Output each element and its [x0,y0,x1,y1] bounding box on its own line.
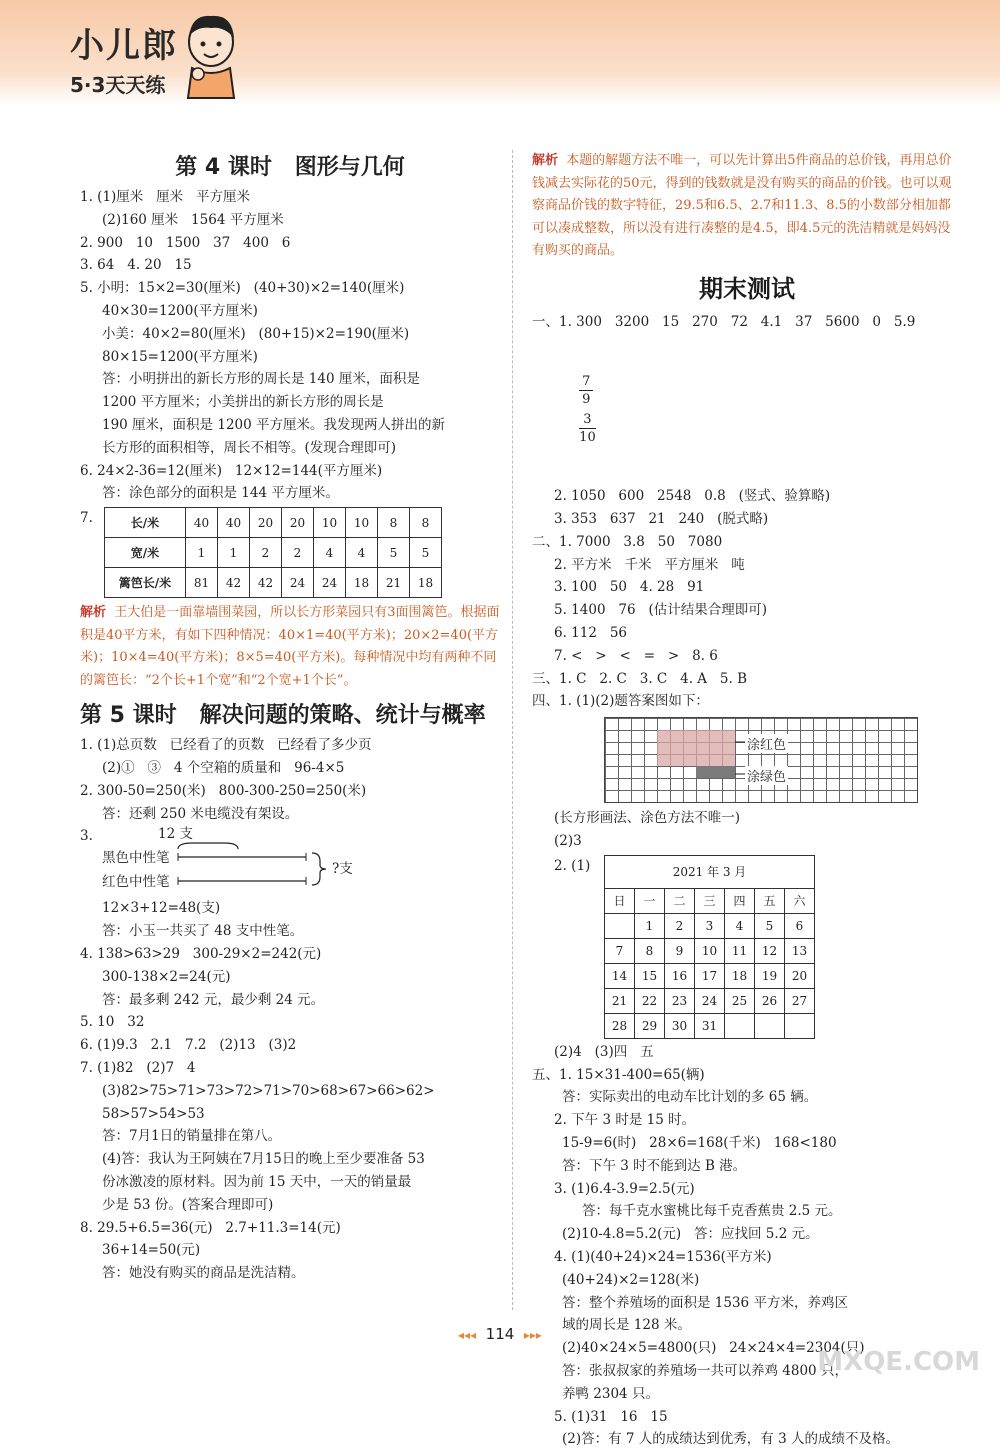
table-cell: 18 [346,568,378,598]
table-cell: 40 [186,508,218,538]
date-cell: 14 [605,963,635,988]
date-cell: 3 [695,913,725,938]
page-footer [0,1325,1000,1343]
analysis-note [532,150,962,263]
answer-line: (4)答：我认为王阿姨在7月15日的晚上至少要准备 53 [102,1151,425,1168]
date-cell: 10 [695,938,725,963]
table-cell: 10 [346,508,378,538]
diagram-question-label: ?支 [332,861,353,878]
answer-line: (2)160 厘米 1564 平方厘米 [102,211,284,228]
answer-line: 7. (1)82 (2)7 4 [80,1059,196,1076]
answer-line: 2. 900 10 1500 37 400 6 [80,234,291,251]
answer-line: 5. 1400 76 (估计结果合理即可) [554,602,767,619]
answer-line: 2. 下午 3 时是 15 时。 [554,1112,696,1129]
answer-line: 5. 10 32 [80,1014,145,1031]
left-column [80,150,500,1285]
table-cell: 4 [346,538,378,568]
table-cell: 5 [410,538,442,568]
table-cell: 20 [282,508,314,538]
table-cell: 42 [218,568,250,598]
date-cell: 23 [665,988,695,1013]
calendar-table [604,855,815,1039]
date-cell: 2 [665,913,695,938]
date-cell: 21 [605,988,635,1013]
answer-line: 15-9=6(时) 28×6=168(千米) 168<180 [562,1135,837,1152]
answer-line: 190 厘米，面积是 1200 平方厘米。我发现两人拼出的新 [102,416,445,433]
answer-line: 养鸭 2304 只。 [562,1385,659,1402]
calendar-block [532,855,962,1039]
page-number: 114 [485,1325,515,1343]
table-cell: 42 [250,568,282,598]
q3-number: 3. [80,828,93,845]
answer-line: 2. 300-50=250(米) 800-300-250=250(米) [80,782,367,799]
brand-series: 5·3天天练 [70,73,166,97]
answer-line: 3. 100 50 4. 28 91 [554,579,705,596]
date-cell: 17 [695,963,725,988]
table-cell: 1 [186,538,218,568]
date-cell: 26 [755,988,785,1013]
answer-line: (2)10-4.8=5.2(元) 答：应找回 5.2 元。 [562,1226,819,1243]
table-cell: 5 [378,538,410,568]
numerator: 3 [579,411,596,429]
table-header-cell: 宽/米 [105,538,186,568]
answer-line: (长方形画法、涂色方法不唯一) [554,810,741,827]
answer-line: 6. 112 56 [554,625,627,642]
left-arrows-icon: ◂◂◂ [458,1328,477,1342]
weekday-cell: 六 [785,888,815,913]
date-cell: 27 [785,988,815,1013]
analysis-text: 王大伯是一面靠墙围菜园，所以长方形菜园只有3面围篱笆。根据面积是40平方米，有如下四种情况：40×1=40(平方米)；20×2=40(平方米)；10×4=40(平方米)；8×5=40(平方米)。每种情况中均有两种不同的篱笆长：“2个长+1个宽”和“2个宽+1个长”。 [80,605,500,688]
denominator: 9 [582,392,591,408]
table-cell: 20 [250,508,282,538]
answer-line: 答：整个养殖场的面积是 1536 平方米，养鸡区 [562,1294,848,1311]
segment-diagram-icon [176,839,336,895]
date-cell: 25 [725,988,755,1013]
table-cell: 24 [314,568,346,598]
answer-line: 答：还剩 250 米电缆没有架设。 [102,805,299,822]
calendar-header-row [605,888,815,913]
analysis-text: 本题的解题方法不唯一，可以先计算出5件商品的总价钱，再用总价钱减去实际花的50元，得到的钱数就是没有购买的商品的价钱。也可以观察商品价钱的数字特征，29.5和6.5、2.7和11.3、8.5的小数部分相加都可以凑成整数，所以没有进行凑整的是4.5，即4.5元的洗洁精就是妈妈没有购买的商品。 [532,153,952,258]
table-cell: 8 [378,508,410,538]
calendar-row [605,913,815,938]
answer-line: 答：每千克水蜜桃比每千克香蕉贵 2.5 元。 [582,1203,842,1220]
weekday-cell: 三 [695,888,725,913]
answer-line: 1200 平方厘米；小美拼出的新长方形的周长是 [102,394,384,411]
analysis-label: 解析 [80,605,107,621]
date-cell: 7 [605,938,635,963]
answer-line: 1. (1)总页数 已经看了的页数 已经看了多少页 [80,737,372,754]
diagram-top-label: 12 支 [158,826,193,843]
right-arrows-icon: ▸▸▸ [523,1328,542,1342]
answer-line: 答：小明拼出的新长方形的周长是 140 厘米，面积是 [102,371,420,388]
date-cell: 20 [785,963,815,988]
fraction [579,411,596,446]
weekday-cell: 一 [635,888,665,913]
answer-line: 2. 1050 600 2548 0.8 (竖式、验算略) [554,488,831,505]
answer-line: 答：最多剩 242 元，最少剩 24 元。 [102,991,325,1008]
calendar-row [605,988,815,1013]
table-cell: 18 [410,568,442,598]
answer-line: 二、1. 7000 3.8 50 7080 [532,533,723,550]
answer-line: (2)3 [554,833,582,850]
answer-line: (2)40×24×5=4800(只) 24×24×4=2304(只) [562,1340,865,1357]
answer-line: 答：7月1日的销量排在第八。 [102,1128,282,1145]
table-cell: 81 [186,568,218,598]
q7-block [80,507,500,598]
green-label: 涂绿色 [745,766,788,785]
answer-line: 4. (1)(40+24)×24=1536(平方米) [554,1249,772,1266]
answer-line: 一、1. 300 3200 15 270 72 4.1 37 5600 0 5.9 [532,313,916,330]
table-header-cell: 长/米 [105,508,186,538]
answer-line: 7. < > < = > 8. 6 [554,647,718,664]
column-divider [512,150,513,1310]
table-row [105,508,442,538]
answer-line: 6. 24×2-36=12(厘米) 12×12=144(平方厘米) [80,462,383,479]
table-cell: 10 [314,508,346,538]
answer-line: 答：涂色部分的面积是 144 平方厘米。 [102,485,339,502]
answer-line: 三、1. C 2. C 3. C 4. A 5. B [532,670,748,687]
fraction [579,373,593,408]
answer-line: 答：下午 3 时不能到达 B 港。 [562,1157,747,1174]
answer-line: 12×3+12=48(支) [102,900,221,917]
date-cell [755,1013,785,1038]
date-cell: 13 [785,938,815,963]
answer-line: 五、1. 15×31-400=65(辆) [532,1066,705,1083]
brand-name: 小儿郎 [70,26,178,66]
date-cell: 16 [665,963,695,988]
lesson4-title: 第 4 课时 图形与几何 [175,155,405,180]
brand-logo [70,18,178,98]
black-pen-label: 黑色中性笔 [102,850,170,867]
date-cell: 30 [665,1013,695,1038]
answer-line: 答：张叔叔家的养殖场一共可以养鸡 4800 只， [562,1363,848,1380]
calendar-row [605,938,815,963]
answer-line: 5. (1)31 16 15 [554,1408,668,1425]
answer-line: 答：小玉一共买了 48 支中性笔。 [102,923,304,940]
answer-line: 长方形的面积相等，周长不相等。(发现合理即可) [102,439,397,456]
answer-line: 2. (1) [554,857,591,874]
table-cell: 24 [282,568,314,598]
table-row [105,538,442,568]
date-cell: 1 [635,913,665,938]
answer-line: 3. 64 4. 20 15 [80,257,192,274]
answer-line: 2. 平方米 千米 平方厘米 吨 [554,556,745,573]
date-cell: 24 [695,988,725,1013]
answer-line: 3. 353 637 21 240 (脱式略) [554,511,769,528]
answer-line: 1. (1)厘米 厘米 平方厘米 [80,189,251,205]
answer-line: 四、1. (1)(2)题答案图如下： [532,693,709,710]
mascot-boy-icon [180,8,242,100]
answer-line: 5. 小明：15×2=30(厘米) (40+30)×2=140(厘米) [80,280,405,297]
answer-line: (2)答：有 7 人的成绩达到优秀，有 3 人的成绩不及格。 [562,1431,899,1448]
answer-line: 6. (1)9.3 2.1 7.2 (2)13 (3)2 [80,1037,297,1054]
date-cell: 31 [695,1013,725,1038]
table-header-cell: 篱笆长/米 [105,568,186,598]
answer-line: 58>57>54>53 [102,1105,205,1122]
table-row [105,568,442,598]
answer-line: 36+14=50(元) [102,1242,201,1259]
answer-line: (2)① ③ 4 个空箱的质量和 96-4×5 [102,759,345,776]
answer-line: 300-138×2=24(元) [102,968,231,985]
date-cell [785,1013,815,1038]
table-cell: 4 [314,538,346,568]
answer-line: 域的周长是 128 米。 [562,1317,691,1334]
date-cell [605,913,635,938]
answer-line: (2)4 (3)四 五 [554,1043,654,1060]
analysis-label: 解析 [532,153,559,168]
grid-drawing [604,717,918,803]
date-cell: 9 [665,938,695,963]
table-cell: 1 [218,538,250,568]
date-cell: 22 [635,988,665,1013]
date-cell: 4 [725,913,755,938]
page-header-band [0,0,1000,105]
answer-line: (3)82>75>71>73>72>71>70>68>67>66>62> [102,1082,435,1099]
weekday-cell: 日 [605,888,635,913]
date-cell: 5 [755,913,785,938]
answer-line: (40+24)×2=128(米) [562,1271,700,1288]
weekday-cell: 二 [665,888,695,913]
date-cell: 8 [635,938,665,963]
answer-line: 8. 29.5+6.5=36(元) 2.7+11.3=14(元) [80,1219,341,1236]
exam-title: 期末测试 [699,274,795,303]
pen-diagram [80,825,500,897]
red-pen-label: 红色中性笔 [102,874,170,891]
q7-number: 7. [80,510,93,527]
date-cell: 19 [755,963,785,988]
numerator: 7 [579,373,593,391]
weekday-cell: 五 [755,888,785,913]
answer-line: 答：她没有购买的商品是洗洁精。 [102,1265,305,1282]
answer-line: 少是 53 份。(答案合理即可) [102,1196,274,1213]
answer-line: 3. (1)6.4-3.9=2.5(元) [554,1180,695,1197]
table-cell: 8 [410,508,442,538]
fraction-row [532,333,962,485]
fence-table [104,507,442,598]
lesson5-title: 第 5 课时 解决问题的策略、统计与概率 [80,703,486,729]
answer-line: 答：实际卖出的电动车比计划的多 65 辆。 [562,1089,818,1106]
calendar-title-row [605,855,815,888]
denominator: 10 [579,430,596,446]
red-label: 涂红色 [745,734,788,753]
date-cell: 6 [785,913,815,938]
date-cell: 28 [605,1013,635,1038]
watermark: MXQE.COM [817,1347,980,1377]
weekday-cell: 四 [725,888,755,913]
date-cell: 11 [725,938,755,963]
calendar-row [605,963,815,988]
answer-line: 80×15=1200(平方厘米) [102,348,258,365]
date-cell: 29 [635,1013,665,1038]
leader-lines-icon [605,718,917,802]
calendar-title: 2021 年 3 月 [605,855,815,888]
table-cell: 2 [282,538,314,568]
answer-line: 小美：40×2=80(厘米) (80+15)×2=190(厘米) [102,325,410,342]
analysis-note [80,602,500,692]
answer-line: 4. 138>63>29 300-29×2=242(元) [80,945,322,962]
calendar-row [605,1013,815,1038]
right-column [532,150,962,1451]
date-cell: 12 [755,938,785,963]
date-cell: 18 [725,963,755,988]
date-cell [725,1013,755,1038]
table-cell: 40 [218,508,250,538]
answer-line: 40×30=1200(平方厘米) [102,302,258,319]
table-cell: 21 [378,568,410,598]
answer-line: 份冰激凌的原材料。因为前 15 天中，一天的销量最 [102,1173,412,1190]
date-cell: 15 [635,963,665,988]
table-cell: 2 [250,538,282,568]
